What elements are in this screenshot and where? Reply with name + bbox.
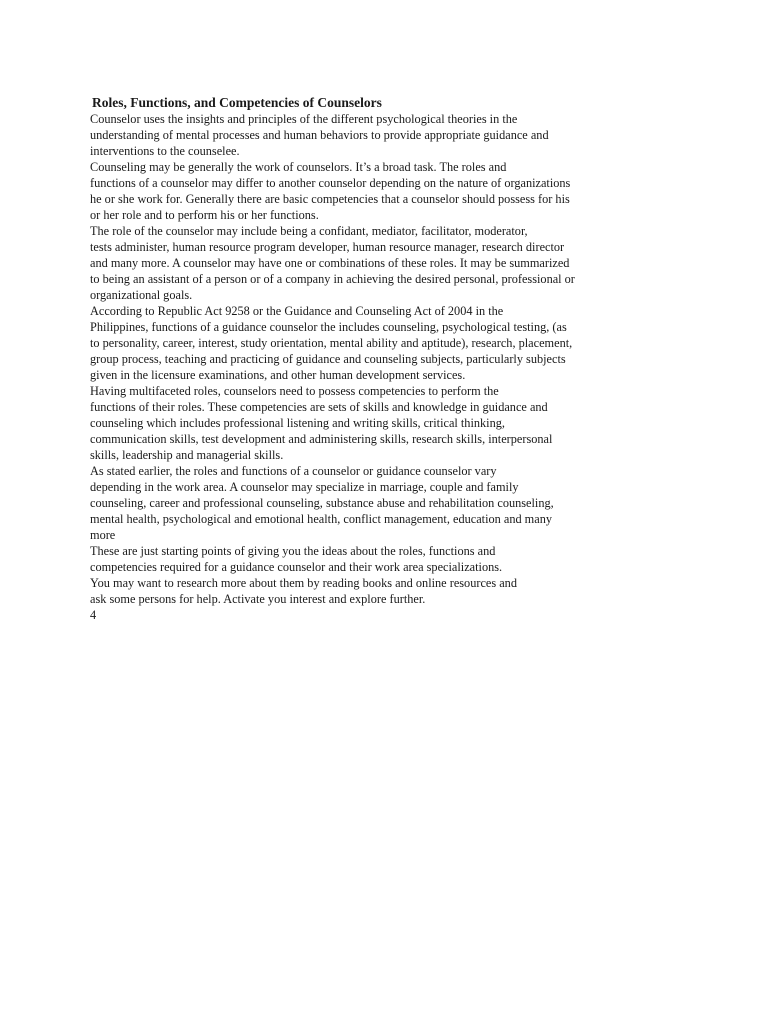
text-line: tests administer, human resource program developer, human resource manager, research director [90, 240, 565, 254]
text-line: to personality, career, interest, study orientation, mental ability and aptitude), research, placement, [90, 336, 573, 350]
text-line: counseling, career and professional counseling, substance abuse and rehabilitation counseling, [90, 496, 554, 510]
text-line: The role of the counselor may include being a confidant, mediator, facilitator, moderator, [90, 224, 528, 238]
page-number: 4 [90, 608, 97, 622]
text-line: As stated earlier, the roles and functions of a counselor or guidance counselor vary [90, 464, 497, 478]
text-line: counseling which includes professional listening and writing skills, critical thinking, [90, 416, 505, 430]
text-line: group process, teaching and practicing of guidance and counseling subjects, particularly subjects [90, 352, 566, 366]
text-line: skills, leadership and managerial skills. [90, 448, 284, 462]
text-line: and many more. A counselor may have one or combinations of these roles. It may be summarized [90, 256, 570, 270]
text-line: Counseling may be generally the work of counselors. It’s a broad task. The roles and [90, 160, 507, 174]
document-body [90, 111, 650, 623]
text-line: given in the licensure examinations, and other human development services. [90, 368, 466, 382]
text-line: mental health, psychological and emotional health, conflict management, education and many [90, 512, 553, 526]
text-line: functions of their roles. These competencies are sets of skills and knowledge in guidance and [90, 400, 548, 414]
text-line: Philippines, functions of a guidance counselor the includes counseling, psychological testing, (as [90, 320, 567, 334]
text-line: more [90, 528, 116, 542]
text-line: depending in the work area. A counselor may specialize in marriage, couple and family [90, 480, 519, 494]
text-line: communication skills, test development and administering skills, research skills, interpersonal [90, 432, 553, 446]
text-line: organizational goals. [90, 288, 193, 302]
text-line: You may want to research more about them by reading books and online resources and [90, 576, 517, 590]
text-line: understanding of mental processes and human behaviors to provide appropriate guidance and [90, 128, 549, 142]
text-line: Counselor uses the insights and principles of the different psychological theories in the [90, 112, 518, 126]
document-page [90, 95, 650, 623]
text-line: Having multifaceted roles, counselors need to possess competencies to perform the [90, 384, 499, 398]
document-title: Roles, Functions, and Competencies of Counselors [92, 95, 382, 110]
text-line: to being an assistant of a person or of a company in achieving the desired personal, professional or [90, 272, 575, 286]
text-line: competencies required for a guidance counselor and their work area specializations. [90, 560, 503, 574]
text-line: ask some persons for help. Activate you interest and explore further. [90, 592, 426, 606]
text-line: These are just starting points of giving you the ideas about the roles, functions and [90, 544, 496, 558]
text-line: or her role and to perform his or her functions. [90, 208, 319, 222]
text-line: According to Republic Act 9258 or the Guidance and Counseling Act of 2004 in the [90, 304, 504, 318]
text-line: functions of a counselor may differ to another counselor depending on the nature of organizations [90, 176, 571, 190]
text-line: he or she work for. Generally there are basic competencies that a counselor should possess for his [90, 192, 570, 206]
text-line: interventions to the counselee. [90, 144, 240, 158]
